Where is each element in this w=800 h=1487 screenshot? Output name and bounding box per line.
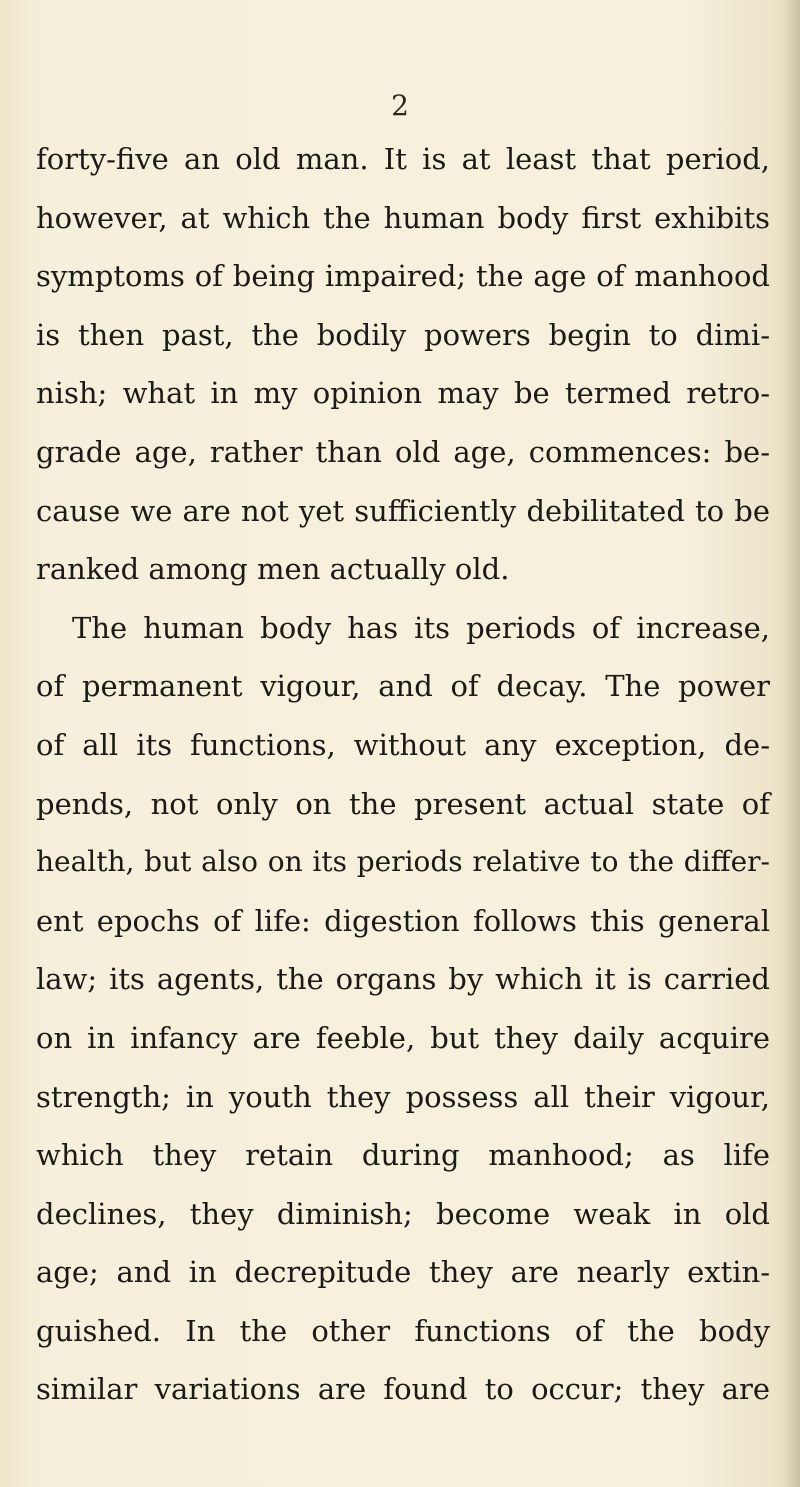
text-line: of all its functions, without any exception, de- bbox=[36, 727, 770, 762]
text-line: forty-five an old man. It is at least that period, bbox=[36, 142, 770, 176]
text-line: strength; in youth they possess all their vigour, bbox=[36, 1079, 770, 1114]
text-line: on in infancy are feeble, but they daily acquire bbox=[36, 1020, 770, 1055]
text-line: is then past, the bodily powers begin to dimi- bbox=[36, 317, 770, 352]
text-line: nish; what in my opinion may be termed retro- bbox=[36, 376, 770, 411]
body-text bbox=[36, 130, 770, 1419]
text-line: grade age, rather than old age, commences: be- bbox=[36, 434, 770, 469]
text-line: pends, not only on the present actual state of bbox=[36, 786, 770, 821]
text-line: of permanent vigour, and of decay. The power bbox=[36, 669, 770, 704]
page-number: 2 bbox=[391, 89, 409, 122]
text-line: which they retain during manhood; as life bbox=[36, 1138, 770, 1173]
page-edge-shadow bbox=[786, 0, 800, 1487]
text-line: guished. In the other functions of the body bbox=[36, 1313, 770, 1348]
text-line: however, at which the human body first exhibits bbox=[36, 200, 770, 235]
text-line: declines, they diminish; become weak in old bbox=[36, 1196, 770, 1231]
text-line: symptoms of being impaired; the age of manhood bbox=[36, 259, 770, 294]
text-line: law; its agents, the organs by which it is carried bbox=[36, 962, 770, 997]
text-line: cause we are not yet sufficiently debilitated to be bbox=[36, 493, 770, 528]
text-line: similar variations are found to occur; they are bbox=[36, 1372, 770, 1407]
paragraph-start-line: The human body has its periods of increase, bbox=[72, 610, 770, 645]
text-line: age; and in decrepitude they are nearly extin- bbox=[36, 1255, 770, 1290]
text-line: ent epochs of life: digestion follows this general bbox=[36, 903, 770, 938]
text-line: ranked among men actually old. bbox=[36, 552, 510, 587]
text-line: health, but also on its periods relative to the differ- bbox=[36, 845, 770, 879]
